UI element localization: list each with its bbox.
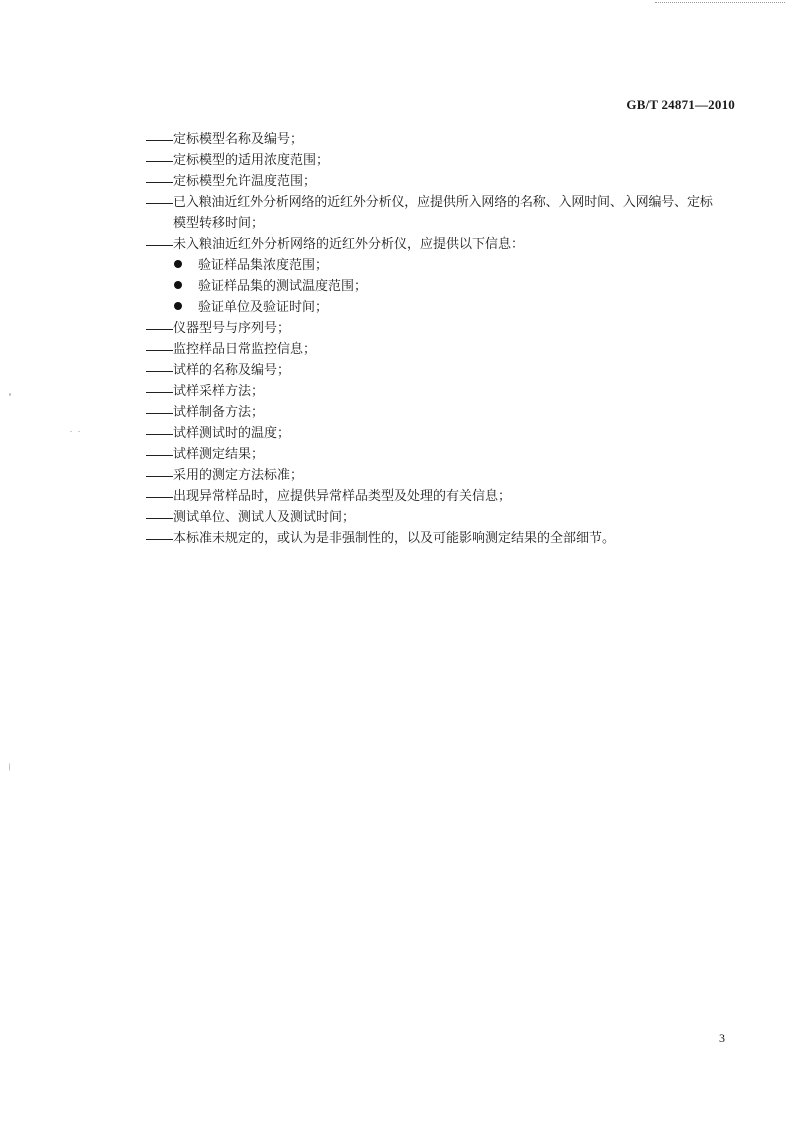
scan-edge-rule — [655, 2, 785, 3]
em-dash-marker — [145, 402, 173, 423]
bullet-icon — [174, 281, 182, 289]
scan-speck — [9, 393, 11, 396]
list-item-text: 出现异常样品时，应提供异常样品类型及处理的有关信息； — [173, 489, 512, 504]
em-dash-marker — [145, 381, 173, 402]
list-item — [145, 360, 740, 381]
list-item — [145, 129, 740, 150]
em-dash-marker — [145, 423, 173, 444]
em-dash-marker — [145, 234, 173, 255]
list-item-text: 定标模型允许温度范围； — [173, 174, 317, 189]
list-item-text: 试样的名称及编号； — [173, 363, 291, 378]
list-item-text: 试样采样方法； — [173, 384, 265, 399]
sub-list-item — [145, 297, 740, 318]
list-item — [145, 507, 740, 528]
page-number: 3 — [719, 1031, 725, 1045]
standard-code: GB/T 24871—2010 — [626, 97, 735, 112]
list-item — [145, 444, 740, 465]
em-dash-marker — [145, 192, 173, 213]
list-item — [145, 318, 740, 339]
scan-speck — [78, 431, 80, 432]
list-item — [145, 150, 740, 171]
bullet-icon — [174, 260, 182, 268]
em-dash-marker — [145, 507, 173, 528]
list-item-text: 未入粮油近红外分析网络的近红外分析仪，应提供以下信息： — [173, 237, 525, 252]
sub-list-item-text: 验证样品集的测试温度范围； — [198, 279, 368, 294]
list-item-text: 采用的测定方法标准； — [173, 468, 304, 483]
list-item-text: 试样制备方法； — [173, 405, 265, 420]
em-dash-marker — [145, 444, 173, 465]
list-item-text: 定标模型名称及编号； — [173, 132, 304, 147]
em-dash-marker — [145, 339, 173, 360]
em-dash-marker — [145, 465, 173, 486]
em-dash-marker — [145, 528, 173, 549]
list-item-text: 本标准未规定的，或认为是非强制性的，以及可能影响测定结果的全部细节。 — [173, 531, 616, 546]
list-item — [145, 402, 740, 423]
em-dash-marker — [145, 171, 173, 192]
list-item — [145, 465, 740, 486]
em-dash-marker — [145, 318, 173, 339]
list-item-text: 已入粮油近红外分析网络的近红外分析仪，应提供所入网络的名称、入网时间、入网编号、定标 — [173, 195, 713, 210]
list-item — [145, 171, 740, 192]
bullet-icon — [174, 302, 182, 310]
em-dash-marker — [145, 360, 173, 381]
list-item-text: 试样测定结果； — [173, 447, 265, 462]
scan-speck — [9, 763, 10, 771]
sub-list-item — [145, 276, 740, 297]
list-item — [145, 423, 740, 444]
em-dash-marker — [145, 486, 173, 507]
list-item-text: 仪器型号与序列号； — [173, 321, 291, 336]
list-item-text: 试样测试时的温度； — [173, 426, 291, 441]
list-item-continuation: 模型转移时间； — [173, 216, 265, 231]
list-item-text: 测试单位、测试人及测试时间； — [173, 510, 356, 525]
sub-list-item — [145, 255, 740, 276]
list-item — [145, 192, 740, 234]
em-dash-marker — [145, 150, 173, 171]
list-item — [145, 339, 740, 360]
list-item — [145, 234, 740, 255]
list-item-text: 监控样品日常监控信息； — [173, 342, 317, 357]
em-dash-marker — [145, 129, 173, 150]
sub-list-item-text: 验证样品集浓度范围； — [198, 258, 329, 273]
sub-list-item-text: 验证单位及验证时间； — [198, 300, 329, 315]
list-item-text: 定标模型的适用浓度范围； — [173, 153, 330, 168]
requirements-list — [145, 129, 740, 549]
list-item — [145, 528, 740, 549]
list-item — [145, 486, 740, 507]
list-item — [145, 381, 740, 402]
scan-speck — [70, 431, 72, 432]
